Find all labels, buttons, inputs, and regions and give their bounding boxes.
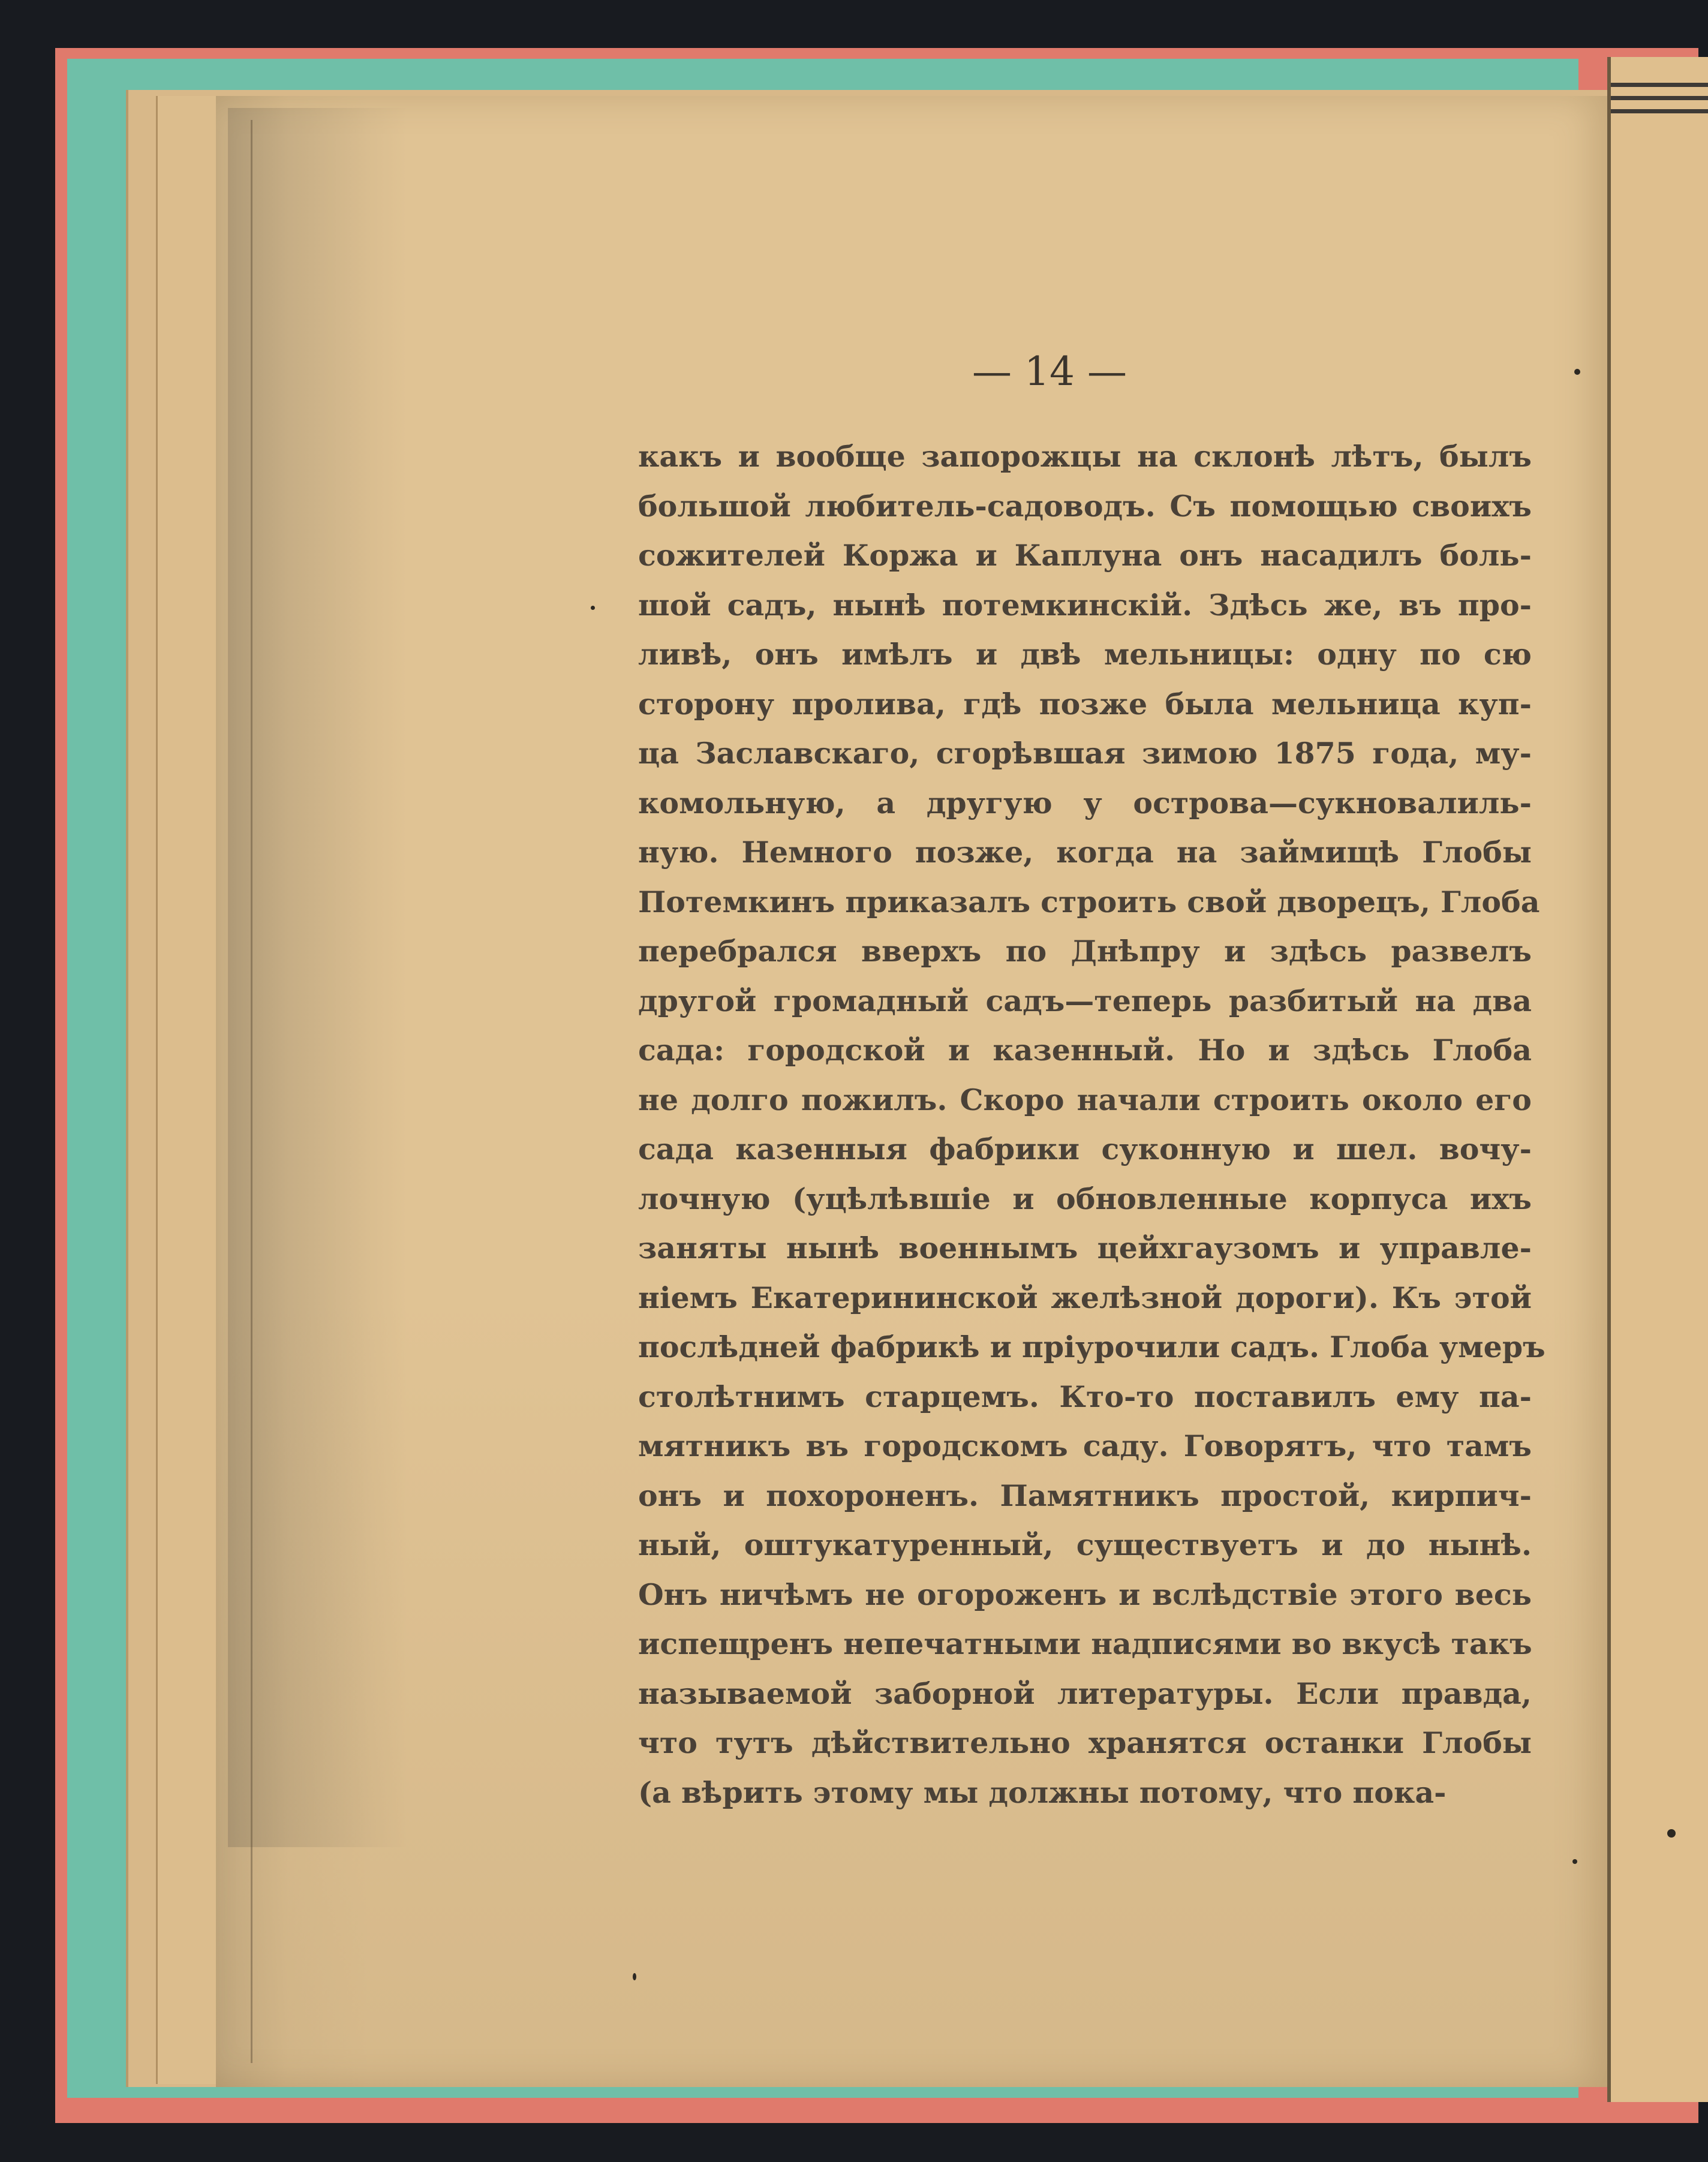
text-line: сада: городской и казенный. Но и здѣсь Глоба — [638, 1033, 1532, 1068]
text-line: сожителей Коржа и Каплуна онъ насадилъ боль- — [638, 538, 1532, 573]
text-line: (а вѣрить этому мы должны потому, что пока- — [638, 1775, 1447, 1810]
text-line: Онъ ничѣмъ не огороженъ и вслѣдствіе этого весь — [638, 1577, 1532, 1612]
text-line: шой садъ, нынѣ потемкинскій. Здѣсь же, въ про- — [638, 587, 1532, 623]
text-line: сторону пролива, гдѣ позже была мельница куп- — [638, 686, 1532, 721]
text-line: ный, оштукатуренный, существуетъ и до нынѣ. — [638, 1527, 1532, 1562]
page-body-text — [638, 432, 1545, 1817]
text-line: что тутъ дѣйствительно хранятся останки Глобы — [638, 1725, 1532, 1760]
text-line: столѣтнимъ старцемъ. Кто-то поставилъ ему па- — [638, 1379, 1532, 1414]
text-line: ніемъ Екатерининской желѣзной дороги). Къ этой — [638, 1280, 1532, 1315]
text-line: послѣдней фабрикѣ и пріурочили садъ. Глоба умеръ — [638, 1330, 1545, 1364]
text-line: мятникъ въ городскомъ саду. Говорятъ, что тамъ — [638, 1429, 1532, 1463]
text-line: не долго пожилъ. Скоро начали строить около его — [638, 1082, 1532, 1117]
ink-speck — [633, 1973, 636, 1980]
facing-page-rule — [1611, 83, 1708, 87]
text-line: Потемкинъ приказалъ строить свой дворецъ, Глоба — [638, 884, 1540, 919]
text-line: ливѣ, онъ имѣлъ и двѣ мельницы: одну по сю — [638, 637, 1532, 672]
text-line: онъ и похороненъ. Памятникъ простой, кирпич- — [638, 1478, 1532, 1513]
text-line: заняты нынѣ военнымъ цейхгаузомъ и управле- — [638, 1231, 1532, 1265]
ink-speck — [1572, 1859, 1577, 1864]
ink-speck — [591, 606, 595, 610]
text-line: испещренъ непечатными надписями во вкусѣ такъ — [638, 1626, 1532, 1661]
text-line: комольную, а другую у острова—сукновалиль- — [638, 785, 1532, 820]
facing-page-edge — [1607, 57, 1708, 2102]
text-line: называемой заборной литературы. Если правда, — [638, 1676, 1532, 1711]
text-line: ную. Немного позже, когда на займищѣ Глобы — [638, 835, 1532, 870]
text-line: другой громадный садъ—теперь разбитый на два — [638, 983, 1532, 1018]
ink-speck — [1667, 1829, 1676, 1838]
text-line: сада казенныя фабрики суконную и шел. вочу- — [638, 1132, 1532, 1166]
text-line: лочную (уцѣлѣвшіе и обновленные корпуса ихъ — [638, 1181, 1532, 1216]
text-line: какъ и вообще запорожцы на склонѣ лѣтъ, былъ — [638, 439, 1532, 474]
page-fold-line — [251, 120, 252, 2063]
facing-page-rule — [1611, 109, 1708, 113]
text-line: ца Заславскаго, сгорѣвшая зимою 1875 года, му- — [638, 736, 1532, 771]
page-stain — [228, 108, 408, 1847]
ink-speck — [1574, 369, 1580, 375]
facing-page-rule — [1611, 96, 1708, 100]
page-number: — 14 — — [972, 348, 1127, 395]
text-line: большой любитель-садоводъ. Съ помощью своихъ — [638, 488, 1532, 524]
text-line: перебрался вверхъ по Днѣпру и здѣсь развелъ — [638, 934, 1532, 969]
